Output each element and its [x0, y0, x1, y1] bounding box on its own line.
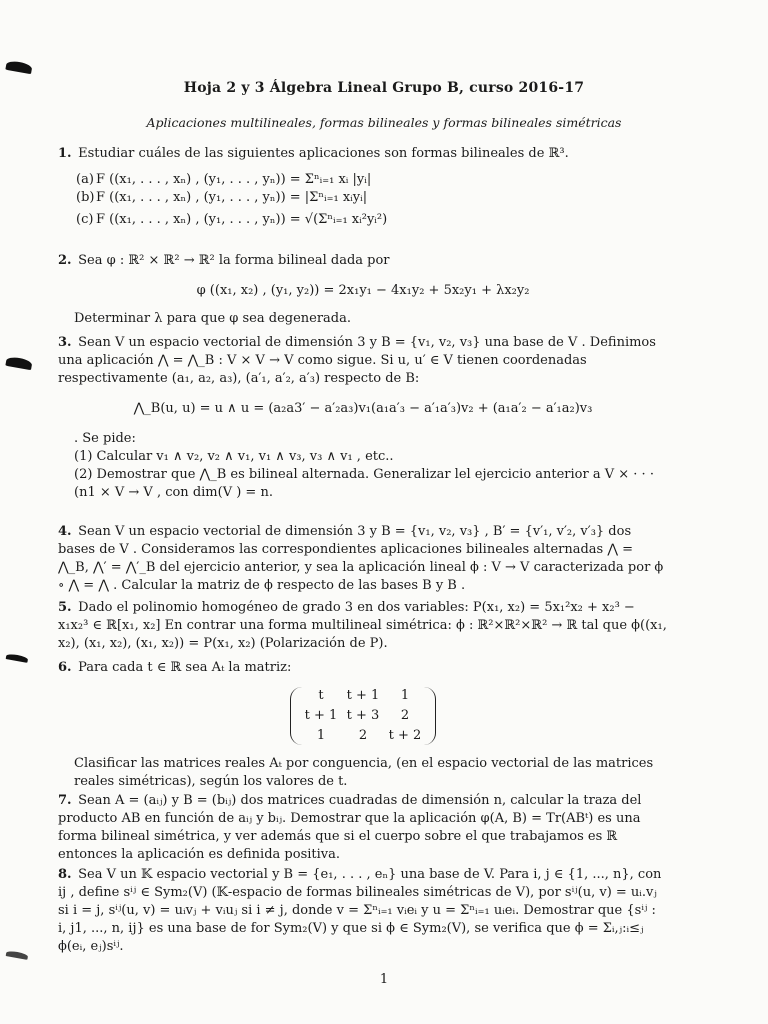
exercise-number: 2.	[58, 253, 72, 268]
exercise-6	[58, 659, 668, 791]
scan-mark	[5, 356, 32, 370]
matrix-cell: t + 3	[346, 708, 380, 723]
exercise-1	[58, 145, 668, 229]
matrix-cell: 1	[400, 688, 410, 703]
exercise-number: 7.	[58, 793, 72, 808]
equation: ⋀_B(u, u) = u ∧ u = (a₂a3′ − a′₂a₃)v₁(a₁a′₃ − a′₁a′₃)v₂ + (a₁a′₂ − a′₁a₂)v₃	[133, 401, 593, 416]
exercise-2	[58, 252, 668, 328]
list-item: (b) F ((x₁, . . . , xₙ) , (y₁, . . . , yₙ)) = |Σⁿᵢ₌₁ xᵢyᵢ|	[76, 190, 368, 205]
exercise-text: Para cada t ∈ ℝ sea Aₜ la matriz:	[78, 660, 292, 675]
exercise-number: 4.	[58, 524, 72, 539]
scan-mark	[6, 950, 29, 960]
list-item: (a) F ((x₁, . . . , xₙ) , (y₁, . . . , yₙ)) = Σⁿᵢ₌₁ xᵢ |yᵢ|	[76, 172, 372, 187]
exercise-text: Sean A = (aᵢⱼ) y B = (bᵢⱼ) dos matrices cuadradas de dimensión n, calcular la traza del producto AB en función de aᵢⱼ y bᵢⱼ. Demostrar que la aplicación φ(A, B) = Tr(ABᵗ) es una forma bilineal simétrica, y ver además que si el cuerpo sobre el que trabajamos es ℝ entonces la aplicación es definida positiva.	[58, 793, 642, 862]
exercise-number: 3.	[58, 335, 72, 350]
exercise-text: Sea φ : ℝ² × ℝ² → ℝ² la forma bilineal dada por	[78, 253, 390, 268]
matrix	[290, 687, 436, 745]
equation: φ ((x₁, x₂) , (y₁, y₂)) = 2x₁y₁ − 4x₁y₂ + 5x₂y₁ + λx₂y₂	[196, 283, 530, 298]
matrix-cell: 2	[400, 708, 410, 723]
matrix-cell: t + 1	[346, 688, 380, 703]
exercise-number: 8.	[58, 867, 72, 882]
exercise-text: Estudiar cuáles de las siguientes aplicaciones son formas bilineales de ℝ³.	[78, 146, 569, 161]
exercise-7	[58, 792, 668, 864]
matrix-cell: 2	[358, 728, 368, 743]
matrix-cell: t	[318, 688, 324, 703]
exercise-3	[58, 334, 668, 502]
page-subtitle: Aplicaciones multilineales, formas bilineales y formas bilineales simétricas	[146, 115, 622, 130]
exercise-4	[58, 523, 668, 595]
matrix-cell: t + 2	[388, 728, 422, 743]
exercise-number: 6.	[58, 660, 72, 675]
matrix-cell: 1	[316, 728, 326, 743]
page-title: Hoja 2 y 3 Álgebra Lineal Grupo B, curso 2016-17	[183, 80, 585, 96]
matrix-cell: t + 1	[304, 708, 338, 723]
exercise-number: 1.	[58, 146, 72, 161]
exercise-text: . Se pide:	[74, 431, 136, 446]
exercise-text: Clasificar las matrices reales Aₜ por conguencia, (en el espacio vectorial de las matrices reales simétricas), según los valores de t.	[74, 756, 654, 789]
scan-mark	[6, 653, 29, 663]
list-item: (c) F ((x₁, . . . , xₙ) , (y₁, . . . , yₙ)) = √(Σⁿᵢ₌₁ xᵢ²yᵢ²)	[76, 212, 388, 227]
exercise-text: Sean V un espacio vectorial de dimensión 3 y B = {v₁, v₂, v₃} , B′ = {v′₁, v′₂, v′₃} dos bases de V . Consideramos las correspondientes aplicaciones bilineales alternadas ⋀ = ⋀_B, ⋀′ = ⋀′_B del ejercicio anterior, y sea la aplicación lineal ϕ : V → V caracterizada por ϕ ∘ ⋀ = ⋀ . Calcular la matriz de ϕ respecto de las bases B y B .	[58, 524, 664, 593]
page-number: 1	[379, 972, 389, 987]
exercise-text: Dado el polinomio homogéneo de grado 3 en dos variables: P(x₁, x₂) = 5x₁²x₂ + x₂³ − x₁x₂³ ∈ ℝ[x₁, x₂] En contrar una forma multilineal simétrica: ϕ : ℝ²×ℝ²×ℝ² → ℝ tal que ϕ((x₁, x₂), (x₁, x₂), (x₁, x₂)) = P(x₁, x₂) (Polarización de P).	[58, 600, 667, 651]
exercise-text: Sea V un 𝕂 espacio vectorial y B = {e₁, . . . , eₙ} una base de V. Para i, j ∈ {1, ..., n}, con ij , define sⁱʲ ∈ Sym₂(V) (𝕂-espacio de formas bilineales simétricas de V), por sⁱʲ(u, v) = uᵢ.vⱼ si i = j, sⁱʲ(u, v) = uᵢvⱼ + vᵢuⱼ si i ≠ j, donde v = Σⁿᵢ₌₁ vᵢeᵢ y u = Σⁿᵢ₌₁ uᵢeᵢ. Demostrar que {sⁱʲ : i, j1, ..., n, ij} es una base de for Sym₂(V) y que si ϕ ∈ Sym₂(V), se verifica que ϕ = Σᵢ,ⱼ:ᵢ≤ⱼ ϕ(eᵢ, eⱼ)sⁱʲ.	[58, 867, 662, 954]
list-item: (2) Demostrar que ⋀_B es bilineal alternada. Generalizar lel ejercicio anterior a V × · · · (n1 × V → V , con dim(V ) = n.	[74, 467, 654, 500]
exercise-5	[58, 599, 668, 653]
exercise-8	[58, 866, 668, 956]
exercise-text: Determinar λ para que φ sea degenerada.	[74, 311, 352, 326]
scan-mark	[5, 60, 32, 74]
exercise-text: Sean V un espacio vectorial de dimensión 3 y B = {v₁, v₂, v₃} una base de V . Definimos una aplicación ⋀ = ⋀_B : V × V → V como sigue. Si u, u′ ∈ V tienen coordenadas respectivamente (a₁, a₂, a₃), (a′₁, a′₂, a′₃) respecto de B:	[58, 335, 656, 386]
exercise-number: 5.	[58, 600, 72, 615]
list-item: (1) Calcular v₁ ∧ v₂, v₂ ∧ v₁, v₁ ∧ v₃, v₃ ∧ v₁ , etc..	[74, 449, 394, 464]
